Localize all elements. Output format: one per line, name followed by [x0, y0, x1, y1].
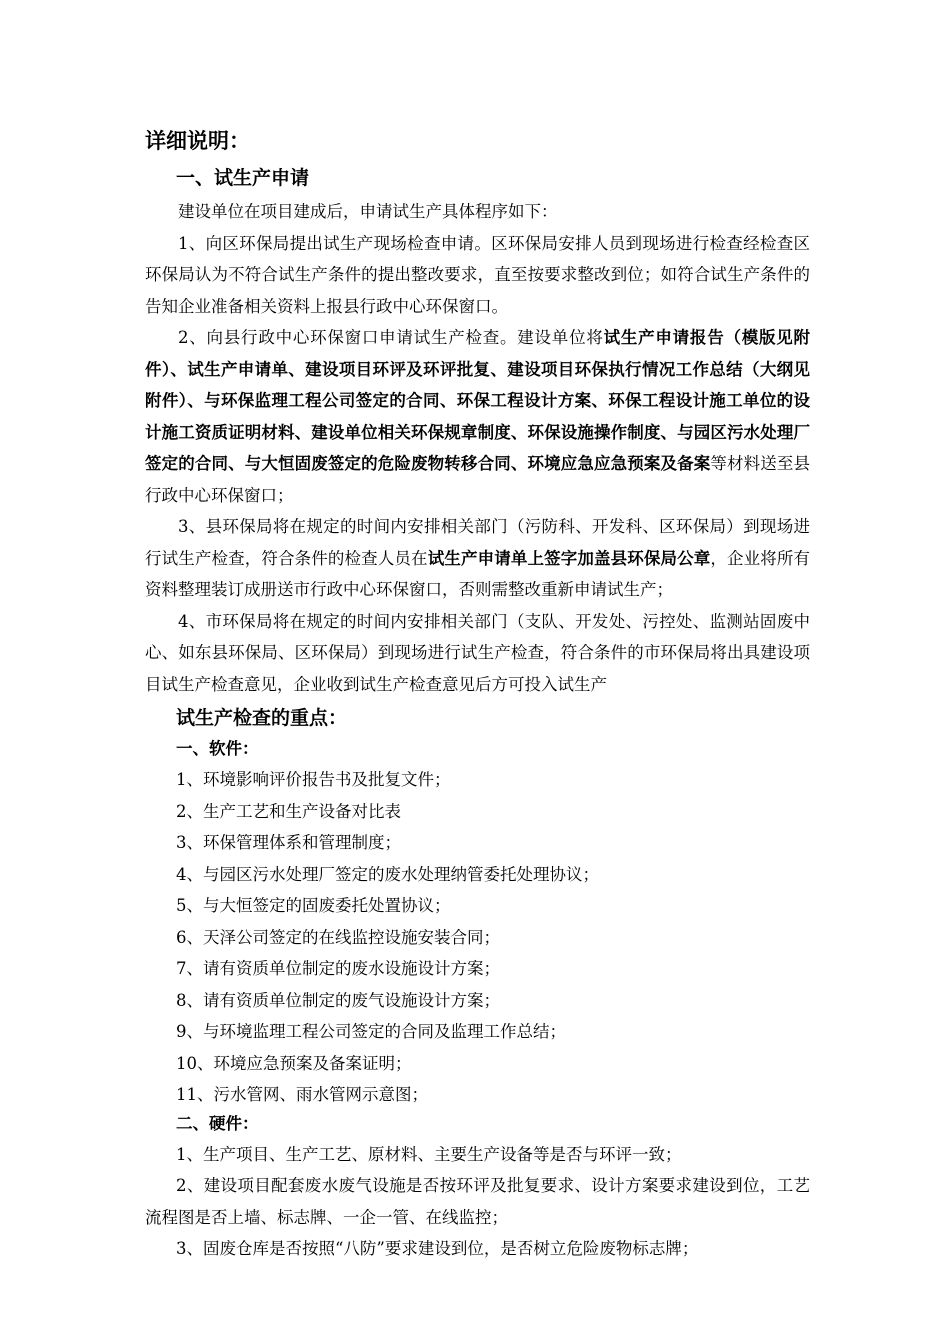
step-2-tail-text: 等材料送至县行政中心环保窗口； [145, 454, 811, 505]
subheading-hardware: 二、硬件： [176, 1113, 259, 1133]
hardware-item: 2、建设项目配套废水废气设施是否按环评及批复要求、设计方案要求建设到位，工艺流程图是否上墙、标志牌、一企一管、在线监控； [145, 1176, 810, 1227]
software-item: 10、环境应急预案及备案证明； [176, 1053, 412, 1073]
step-2-bold-text: 试生产申请报告（模版见附件）、试生产申请单、建设项目环评及环评批复、建设项目环保执行情况工作总结（大纲见附件）、与环保监理工程公司签定的合同、环保工程设计方案、环保工程设计施工单位的设计施工资质证明材料、建设单位相关环保规章制度、环保设施操作制度、与园区污水处理厂签定的合同、与大恒固废签定的危险废物转移合同、环境应急应急预案及备案 [145, 328, 811, 473]
section-heading-trial-application: 一、试生产申请 [176, 167, 310, 189]
step-4-paragraph: 4、市环保局将在规定的时间内安排相关部门（支队、开发处、污控处、监测站固废中心、如东县环保局、区环保局）到现场进行试生产检查，符合条件的市环保局将出具建设项目试生产检查意见，企业收到试生产检查意见后方可投入试生产 [145, 611, 810, 694]
software-item: 5、与大恒签定的固废委托处置协议； [176, 896, 451, 915]
software-item: 1、环境影响评价报告书及批复文件； [176, 770, 451, 789]
step-3-paragraph [145, 511, 810, 606]
software-item: 11、污水管网、雨水管网示意图； [176, 1085, 428, 1104]
hardware-item: 3、固废仓库是否按照“八防”要求建设到位，是否树立危险废物标志牌； [176, 1239, 699, 1258]
section-heading-inspection-focus: 试生产检查的重点： [176, 707, 348, 729]
document-title: 详细说明： [145, 128, 250, 153]
software-item: 7、请有资质单位制定的废水设施设计方案； [176, 959, 500, 978]
step-3-tail-text: ，企业将所有资料整理装订成册送市行政中心环保窗口，否则需整改重新申请试生产； [145, 548, 811, 599]
software-item: 6、天泽公司签定的在线监控设施安装合同； [176, 927, 500, 947]
step-2-paragraph [145, 322, 810, 511]
software-item: 9、与环境监理工程公司签定的合同及监理工作总结； [176, 1022, 566, 1041]
intro-paragraph: 建设单位在项目建成后，申请试生产具体程序如下： [178, 202, 558, 221]
subheading-software: 一、软件： [176, 739, 259, 758]
hardware-item: 1、生产项目、生产工艺、原材料、主要生产设备等是否与环评一致； [176, 1144, 682, 1164]
document-body [145, 124, 810, 1265]
step-3-bold-text: 试生产申请单上签字加盖县环保局公章 [427, 548, 711, 568]
software-item: 3、环保管理体系和管理制度； [176, 833, 401, 852]
step-3-lead-text: 3、县环保局将在规定的时间内安排相关部门（污防科、开发科、区环保局）到现场进行试生产检查，符合条件的检查人员在 [145, 517, 810, 568]
software-item: 8、请有资质单位制定的废气设施设计方案； [176, 990, 500, 1010]
software-item: 4、与园区污水处理厂签定的废水处理纳管委托处理协议； [176, 864, 599, 884]
step-2-lead-text: 2、向县行政中心环保窗口申请试生产检查。建设单位将 [178, 328, 604, 347]
software-item: 2、生产工艺和生产设备对比表 [176, 801, 401, 821]
step-1-paragraph: 1、向区环保局提出试生产现场检查申请。区环保局安排人员到现场进行检查经检查区环保局认为不符合试生产条件的提出整改要求，直至按要求整改到位；如符合试生产条件的告知企业准备相关资料上报县行政中心环保窗口。 [145, 233, 810, 316]
